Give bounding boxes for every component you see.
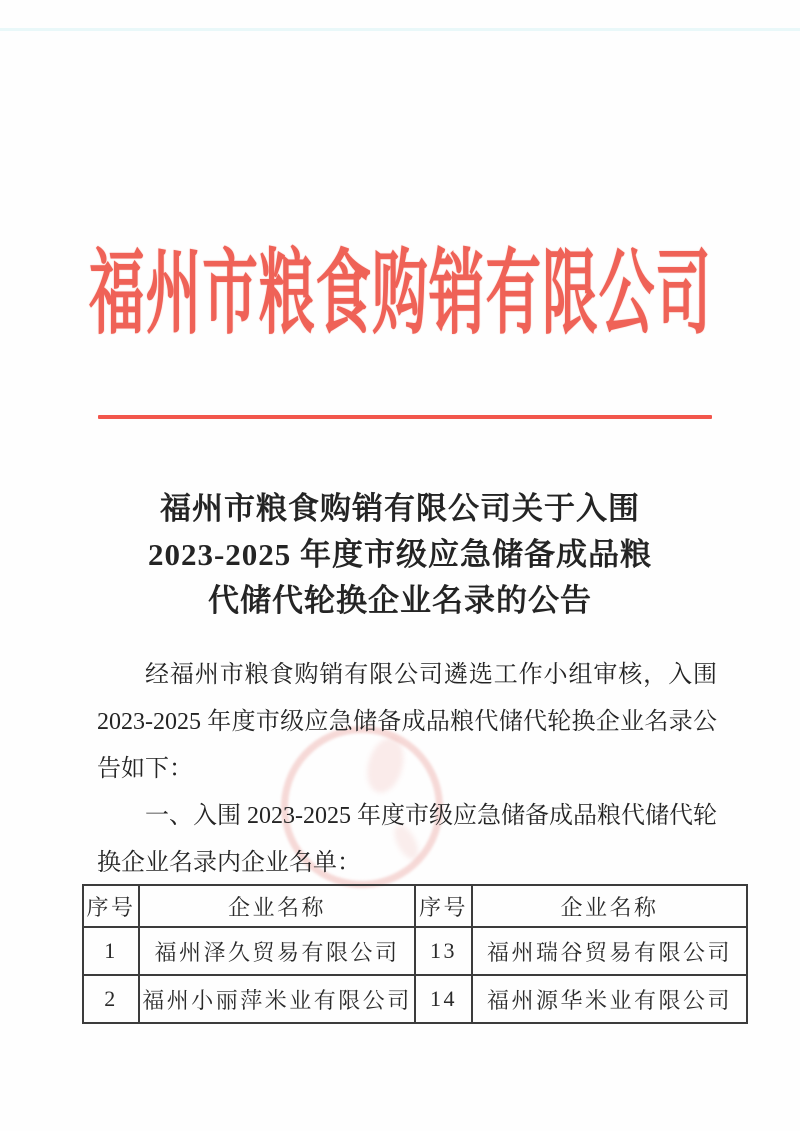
enterprise-roster-table-wrap — [82, 884, 748, 1024]
document-title-line-2: 2023-2025 年度市级应急储备成品粮 — [147, 537, 653, 572]
row1-company-right: 福州瑞谷贸易有限公司 — [472, 927, 747, 975]
header-序号-right: 序号 — [415, 885, 472, 927]
body-paragraph-1: 经福州市粮食购销有限公司遴选工作小组审核，入围 2023-2025 年度市级应急储备成品粮代储代轮换企业名录公告如下： — [97, 662, 717, 782]
body-paragraph-2: 一、入围 2023-2025 年度市级应急储备成品粮代储代轮换企业名录内企业名单： — [97, 803, 717, 876]
table-row — [83, 975, 747, 1023]
letterhead — [0, 234, 800, 346]
row1-index-right: 13 — [415, 927, 472, 975]
letterhead-divider-rule — [98, 415, 712, 419]
row1-company-left: 福州泽久贸易有限公司 — [139, 927, 415, 975]
letterhead-company-name: 福州市粮食购销有限公司 — [88, 242, 712, 346]
document-title-line-3: 代储代轮换企业名录的公告 — [208, 583, 592, 618]
header-企业名称-right: 企业名称 — [472, 885, 747, 927]
row2-index-right: 14 — [415, 975, 472, 1023]
row1-index-left: 1 — [83, 927, 139, 975]
document-title-line-1: 福州市粮食购销有限公司关于入围 — [160, 491, 640, 526]
enterprise-roster-table — [82, 884, 748, 1024]
scan-artifact-line — [0, 28, 800, 31]
row2-company-right: 福州源华米业有限公司 — [472, 975, 747, 1023]
header-企业名称-left: 企业名称 — [139, 885, 415, 927]
table-row — [83, 927, 747, 975]
document-title — [0, 486, 800, 624]
row2-index-left: 2 — [83, 975, 139, 1023]
document-body — [97, 652, 717, 887]
row2-company-left: 福州小丽萍米业有限公司 — [139, 975, 415, 1023]
header-序号-left: 序号 — [83, 885, 139, 927]
table-header-row — [83, 885, 747, 927]
